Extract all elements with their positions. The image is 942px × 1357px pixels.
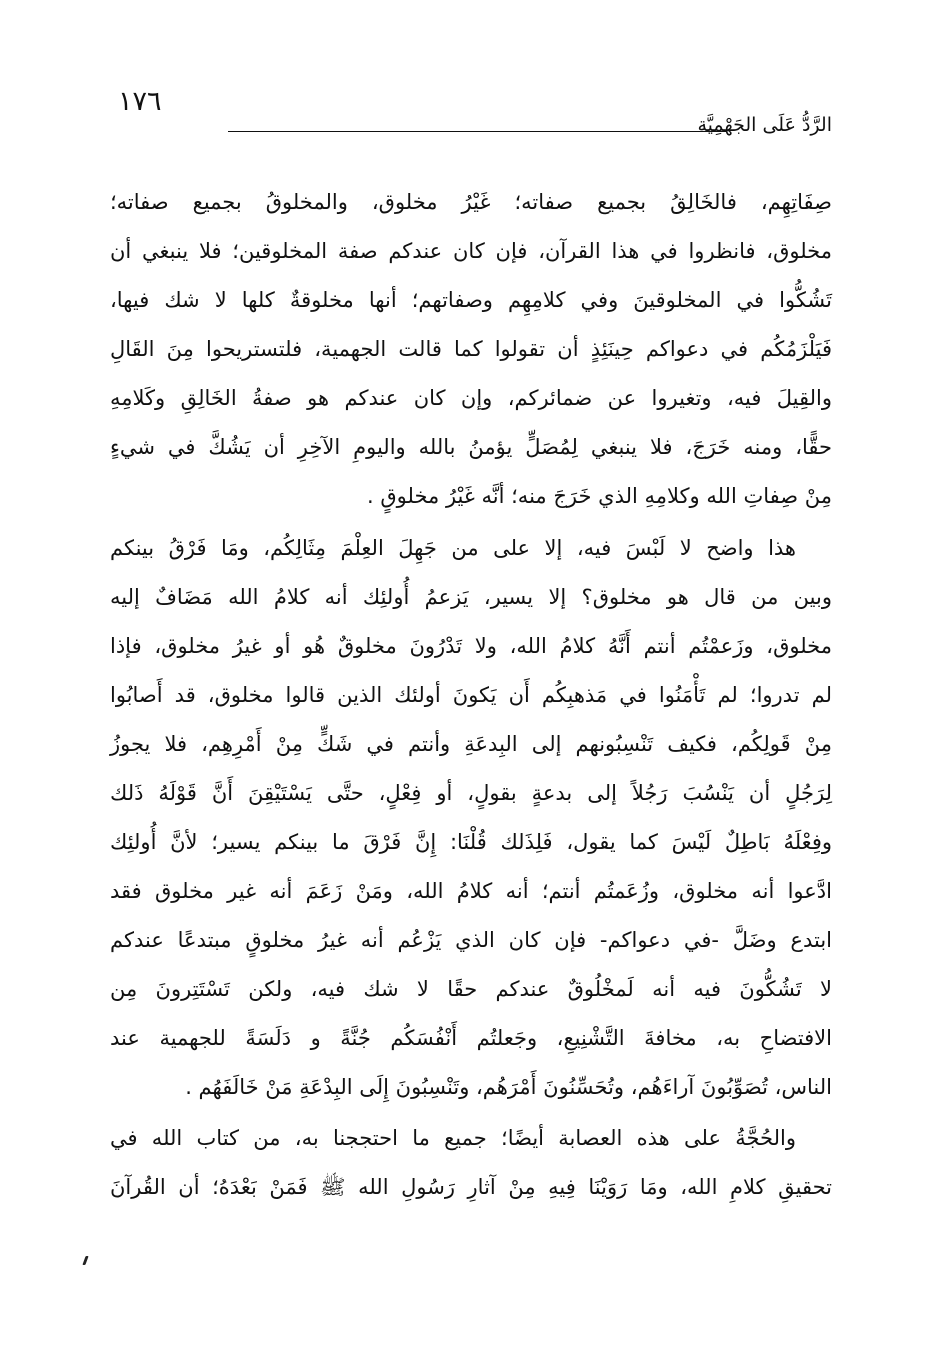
text-line: مخلوق، فانظروا في هذا القرآن، فإن كان عندكم صفة المخلوقين؛ فلا ينبغي أن: [110, 239, 832, 263]
text-line: هذا واضح لا لَبْسَ فيه، إلا على من جَهِلَ العِلْمَ مِثَالِكُم، ومَا فَرْقُ بينكم: [110, 536, 796, 560]
text-line: لم تدروا؛ لم تَأْمَنُوا في مَذهبِكُم أَن يَكونَ أولئك الذين قالوا مخلوق، قد أَصابُوا: [110, 683, 832, 707]
text-line: صِفَاتِهِم، فالخَالِقُ بجميع صفاته؛ غَيْرُ مخلوق، والمخلوقُ بجميع صفاته؛: [110, 190, 832, 214]
text-line: والقِيلَ فيه، وتغيروا عن ضمائركم، وإن كان عندكم هو صفةُ الخَالِقِ وكَلامِهِ: [110, 386, 832, 410]
page-number: ١٧٦: [118, 86, 162, 117]
text-line: ادَّعوا أنه مخلوق، وزُعَمتُم أنتم؛ أنه كلامُ الله، ومَنْ زَعَمَ أنه غير مخلوق فقد: [110, 879, 832, 903]
text-line: وفِعْلَهُ بَاطِلٌ لَيْسَ كما يقول، فَلِذَلك قُلْنَا: إِنَّ فَرْقَ ما بينكم يسير؛ لأنَّ أُولئِك: [110, 830, 832, 854]
running-title: الرَّدُّ عَلَى الجَهْمِيَّة: [697, 114, 832, 136]
stray-ink-mark: [82, 1256, 88, 1265]
header-rule: [228, 131, 726, 132]
text-line: مخلوق، وزَعمْتُم أنتم أَنَّهُ كلامُ الله، ولا تَدْرُونَ مخلوقٌ هُو أو غيرُ مخلوق، فإذا: [110, 634, 832, 658]
text-line: الناس، تُصَوِّبُونَ آراءَهُم، وتُحَسِّنُونَ أَمْرَهُم، وتَنْسِبُونَ إِلَى البِدْعَةِ مَنْ خَالَفَهُم .: [185, 1075, 832, 1099]
text-line: مِنْ صِفاتِ الله وكلامِهِ الذي خَرَجَ منه؛ أنَّه غَيْرُ مخلوقٍ .: [367, 484, 832, 508]
text-line: ابتدع وضَلَّ -في دعواكم- فإن كان الذي يَزْعُم أنه غيرُ مخلوقٍ مبتدعًا عندكم: [110, 928, 832, 952]
text-line: وبين من قال هو مخلوق؟ إلا يسير، يَزعمُ أُولئِك أنه كلامُ الله مَضَافٌ إليه: [110, 585, 832, 609]
text-line: تَشُكُّوا في المخلوقينَ وفي كلامِهِم وصفاتهم؛ أنها مخلوقةٌ كلها لا شك فيها،: [110, 288, 832, 312]
text-line: فَيَلْزَمُكُم في دعواكم حِينَئِذٍ أن تقولوا كما قالت الجهمية، فلتستريحوا مِنَ القَالِ: [110, 337, 832, 361]
text-line: لِرَجُلٍ أن يَنْسُبَ رَجُلاً إلى بدعةٍ بقولٍ، أو فِعْلٍ، حتَّى يَسْتَيْقِنَ أَنَّ قَوْلَهُ ذَلك: [110, 781, 832, 805]
text-line: الافتضاحِ به، مخافةَ التَّشْنِيعِ، وجَعلتُم أَنْفُسَكُم جُنَّةً و دَلَسَةً للجهمية عند: [110, 1026, 832, 1050]
text-line: تحقيقِ كلامِ الله، ومَا رَوَيْنَا فِيهِ مِنْ آثارِ رَسُولِ الله ﷺ فَمَنْ بَعْدَهُ؛ أن القُرآنَ: [110, 1175, 832, 1199]
text-line: حقًّا، ومنه خَرَجَ، فلا ينبغي لِمُصَلٍّ يؤمنُ بالله واليومِ الآخِرِ أن يَشُكَّ في شيءٍ: [110, 435, 832, 459]
text-line: لا تَشُكُّونَ فيه أنه لَمخْلُوقٌ عندكم حقًا لا شك فيه، ولكن تَسْتَتِرونَ مِن: [110, 977, 832, 1001]
text-line: مِنْ قَولِكُم، فكيف تَنْسِبُونهم إلى البِدعَةِ وأنتم في شَكٍّ مِنْ أَمْرِهِم، فلا يجوزُ: [110, 732, 832, 756]
text-line: والحُجَّةُ على هذه العصابة أيضًا؛ جميع ما احتججنا به، من كتاب الله في: [110, 1126, 796, 1150]
